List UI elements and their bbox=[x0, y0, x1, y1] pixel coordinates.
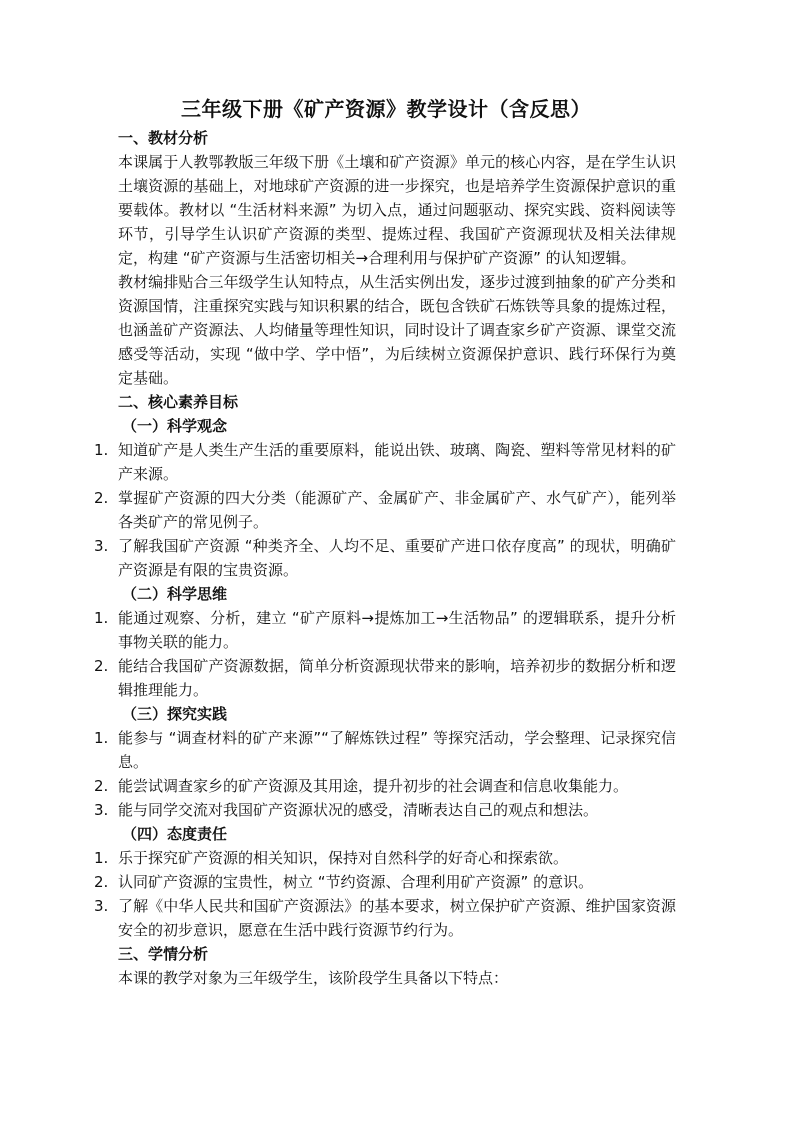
list-number: 1. bbox=[94, 609, 109, 627]
list-item: 2. 能结合我国矿产资源数据，简单分析资源现状带来的影响，培养初步的数据分析和逻辑推理能力。 bbox=[118, 654, 676, 702]
paragraph: 本课属于人教鄂教版三年级下册《土壤和矿产资源》单元的核心内容，是在学生认识土壤资源的基础上，对地球矿产资源的进一步探究，也是培养学生资源保护意识的重要载体。教材以 “生活材料来源” 为切入点，通过问题驱动、探究实践、资料阅读等环节，引导学生认识矿产资源的类型、提炼过程、我国矿产资源现状及相关法律规定，构建 “矿产资源与生活密切相关→合理利用与保护矿产资源” 的认知逻辑。 bbox=[118, 153, 676, 267]
list-item: 3. 能与同学交流对我国矿产资源状况的感受，清晰表达自己的观点和想法。 bbox=[118, 798, 676, 822]
list-number: 3. bbox=[94, 897, 109, 915]
list-item: 1. 能参与 “调查材料的矿产来源”“了解炼铁过程” 等探究活动，学会整理、记录探究信息。 bbox=[118, 726, 676, 774]
subsection-heading-inquiry-practice: （三）探究实践 bbox=[122, 705, 228, 723]
subsection-heading-science-concepts: （一）科学观念 bbox=[122, 417, 228, 435]
list-item: 1. 乐于探究矿产资源的相关知识，保持对自然科学的好奇心和探索欲。 bbox=[118, 846, 676, 870]
section-heading-textbook-analysis: 一、教材分析 bbox=[118, 129, 209, 147]
list-number: 1. bbox=[94, 729, 109, 747]
list-number: 2. bbox=[94, 777, 109, 795]
paragraph: 本课的教学对象为三年级学生，该阶段学生具备以下特点： bbox=[118, 969, 509, 987]
list-item: 1. 能通过观察、分析，建立 “矿产原料→提炼加工→生活物品” 的逻辑联系，提升分析事物关联的能力。 bbox=[118, 606, 676, 654]
document-title: 三年级下册《矿产资源》教学设计（含反思） bbox=[181, 97, 591, 121]
list-number: 2. bbox=[94, 489, 109, 507]
list-number: 1. bbox=[94, 441, 109, 459]
paragraph: 教材编排贴合三年级学生认知特点，从生活实例出发，逐步过渡到抽象的矿产分类和资源国情，注重探究实践与知识积累的结合，既包含铁矿石炼铁等具象的提炼过程，也涵盖矿产资源法、人均储量等理性知识，同时设计了调查家乡矿产资源、课堂交流感受等活动，实现 “做中学、学中悟”，为后续树立资源保护意识、践行环保行为奠定基础。 bbox=[118, 273, 676, 387]
list-item: 1. 知道矿产是人类生产生活的重要原料，能说出铁、玻璃、陶瓷、塑料等常见材料的矿产来源。 bbox=[118, 438, 676, 486]
list-item: 2. 认同矿产资源的宝贵性，树立 “节约资源、合理利用矿产资源” 的意识。 bbox=[118, 870, 676, 894]
list-item: 2. 掌握矿产资源的四大分类（能源矿产、金属矿产、非金属矿产、水气矿产），能列举各类矿产的常见例子。 bbox=[118, 486, 676, 534]
subsection-heading-science-thinking: （二）科学思维 bbox=[122, 585, 228, 603]
subsection-heading-attitude-responsibility: （四）态度责任 bbox=[122, 825, 228, 843]
section-heading-learner-analysis: 三、学情分析 bbox=[118, 945, 209, 963]
list-item: 2. 能尝试调查家乡的矿产资源及其用途，提升初步的社会调查和信息收集能力。 bbox=[118, 774, 676, 798]
numbered-list bbox=[94, 726, 676, 822]
section-heading-core-goals: 二、核心素养目标 bbox=[118, 393, 239, 411]
list-number: 2. bbox=[94, 657, 109, 675]
list-number: 3. bbox=[94, 537, 109, 555]
list-number: 3. bbox=[94, 801, 109, 819]
numbered-list bbox=[94, 438, 676, 582]
list-number: 2. bbox=[94, 873, 109, 891]
numbered-list bbox=[94, 606, 676, 702]
list-item: 3. 了解《中华人民共和国矿产资源法》的基本要求，树立保护矿产资源、维护国家资源安全的初步意识，愿意在生活中践行资源节约行为。 bbox=[118, 894, 676, 942]
list-item: 3. 了解我国矿产资源 “种类齐全、人均不足、重要矿产进口依存度高” 的现状，明确矿产资源是有限的宝贵资源。 bbox=[118, 534, 676, 582]
numbered-list bbox=[94, 846, 676, 942]
list-number: 1. bbox=[94, 849, 109, 867]
